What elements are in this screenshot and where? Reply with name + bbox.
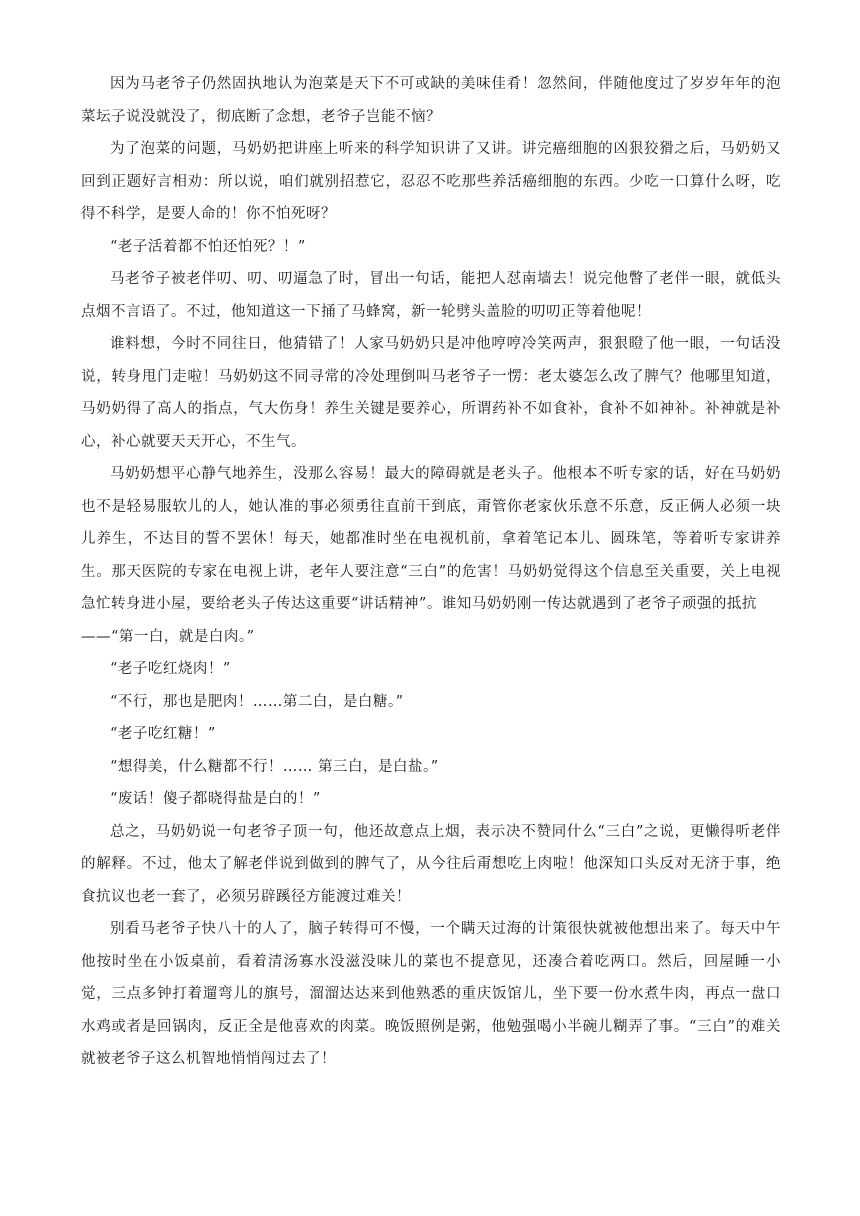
paragraph: ——“第一白，就是白肉。” <box>81 628 255 645</box>
paragraph: 谁料想，今时不同往日，他猜错了！人家马奶奶只是冲他哼哼冷笑两声，狠狠瞪了他一眼，一句话没说，转身甩门走啦！马奶奶这不同寻常的冷处理倒叫马老爷子一愣：老太婆怎么改了脾气？他哪里知道，马奶奶得了高人的指点，气大伤身！养生关键是要养心，所谓药补不如食补，食补不如神补。补神就是补心，补心就要天天开心，不生气。 <box>81 336 781 450</box>
paragraph: 因为马老爷子仍然固执地认为泡菜是天下不可或缺的美味佳肴！忽然间，伴随他度过了岁岁年年的泡菜坛子说没就没了，彻底断了念想，老爷子岂能不恼？ <box>81 76 781 125</box>
dialogue-line: “老子吃红糖！” <box>110 726 216 742</box>
paragraph: 为了泡菜的问题，马奶奶把讲座上听来的科学知识讲了又讲。讲完癌细胞的凶狠狡猾之后，马奶奶又回到正题好言相劝：所以说，咱们就别招惹它，忍忍不吃那些养活癌细胞的东西。少吃一口算什么呀，吃得不科学，是要人命的！你不怕死呀？ <box>81 141 781 222</box>
paragraph: 总之，马奶奶说一句老爷子顶一句，他还故意点上烟，表示决不赞同什么“三白”之说，更懒得听老伴的解释。不过，他太了解老伴说到做到的脾气了，从今往后甭想吃上肉啦！他深知口头反对无济于事，绝食抗议也老一套了，必须另辟蹊径方能渡过难关！ <box>81 823 781 905</box>
paragraph: 马奶奶想平心静气地养生，没那么容易！最大的障碍就是老头子。他根本不听专家的话，好在马奶奶也不是轻易服软儿的人，她认准的事必须勇往直前干到底，甭管你老家伙乐意不乐意，反正俩人必须一块儿养生，不达目的誓不罢休！每天，她都准时坐在电视机前，拿着笔记本儿、圆珠笔，等着听专家讲养生。那天医院的专家在电视上讲，老年人要注意“三白”的危害！马奶奶觉得这个信息至关重要，关上电视急忙转身进小屋，要给老头子传达这重要“讲话精神”。谁知马奶奶刚一传达就遇到了老爷子顽强的抵抗 <box>81 466 781 612</box>
paragraph: 别看马老爷子快八十的人了，脑子转得可不慢，一个瞒天过海的计策很快就被他想出来了。每天中午他按时坐在小饭桌前，看着清汤寡水没滋没味儿的菜也不提意见，还凑合着吃两口。然后，回屋睡一小觉，三点多钟打着遛弯儿的旗号，溜溜达达来到他熟悉的重庆饭馆儿，坐下要一份水煮牛肉，再点一盘口水鸡或者是回锅肉，反正全是他喜欢的肉菜。晚饭照例是粥，他勉强喝小半碗儿糊弄了事。“三白”的难关就被老爷子这么机智地悄悄闯过去了！ <box>81 921 781 1067</box>
paragraph: “老子活着都不怕还怕死？！” <box>110 238 306 255</box>
dialogue-line: “废话！傻子都晓得盐是白的！” <box>110 791 321 807</box>
dialogue-line: “老子吃红烧肉！” <box>110 661 231 677</box>
dialogue-line: “想得美，什么糖都不行！…… 第三白，是白盐。” <box>110 758 439 775</box>
document-body <box>81 68 781 1076</box>
paragraph: 马老爷子被老伴叨、叨、叨逼急了时，冒出一句话，能把人怼南墙去！说完他瞥了老伴一眼，就低头点烟不言语了。不过，他知道这一下捅了马蜂窝，新一轮劈头盖脸的叨叨正等着他呢！ <box>81 271 781 320</box>
dialogue-line: “不行，那也是肥肉！……第二白，是白糖。” <box>110 693 404 710</box>
